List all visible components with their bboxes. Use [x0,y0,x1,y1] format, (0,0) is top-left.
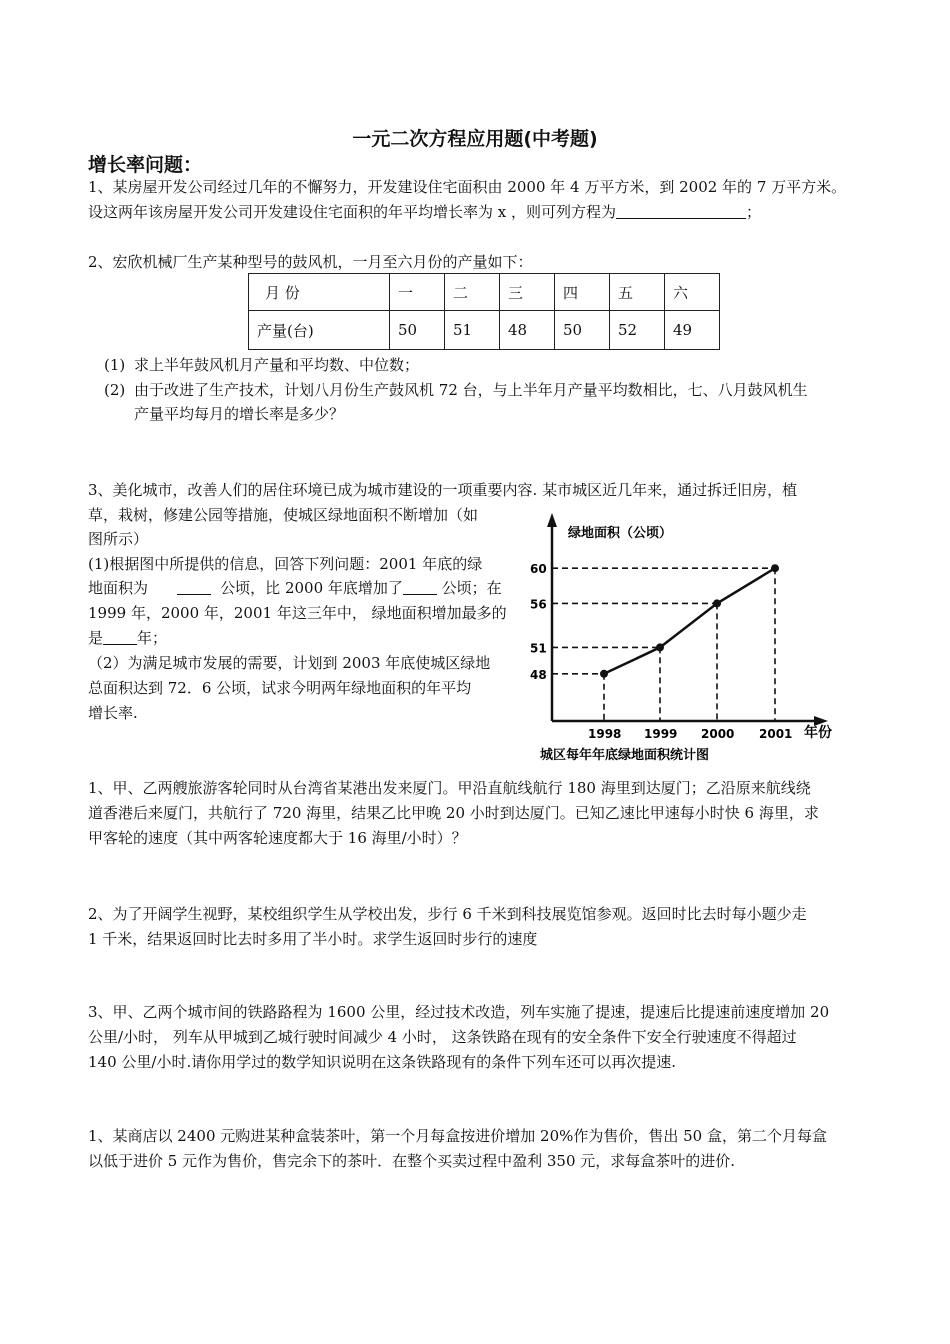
q3-line-10: 增长率. [88,704,138,722]
x-tick-label: 1999 [644,727,678,741]
q1-line-2-text: 设这两年该房屋开发公司开发建设住宅面积的年平均增长率为 x ，则可列方程为 [88,203,616,221]
q6-line-2: 公里/小时， 列车从甲城到乙城行驶时间减少 4 小时， 这条铁路在现有的安全条件下安全行驶速度不得超过 [88,1028,797,1046]
y-axis-label: 绿地面积（公顷） [568,526,673,541]
q2-sub2-line-2: 产量平均每月的增长率是多少？ [134,405,345,423]
table-month-cell: 四 [555,274,610,311]
q5-line-2: 1 千米，结果返回时比去时多用了半小时。求学生返回时步行的速度 [88,930,538,948]
q3-line-3: 图所示） [88,530,149,548]
table-month-cell: 三 [500,274,555,311]
q7-line-1: 1、某商店以 2400 元购进某种盒装茶叶，第一个月每盒按进价增加 20%作为售价，售出 50 盒，第二个月每盒 [88,1127,827,1145]
data-point [713,599,721,607]
x-tick-label: 1998 [588,727,622,741]
table-value-cell: 48 [500,311,555,350]
q4-line-3: 甲客轮的速度（其中两客轮速度都大于 16 海里/小时）？ [88,829,467,847]
x-axis-label: 年份 [804,725,832,741]
q3-line-5 [88,576,502,600]
q3-line-2: 草，栽树，修建公园等措施，使城区绿地面积不断增加（如 [88,506,479,524]
table-header-output: 产量(台) [249,311,390,350]
q5-line-1: 2、为了开阔学生视野，某校组织学生从学校出发，步行 6 千米到科技展览馆参观。返回时比去时每小题少走 [88,905,807,923]
data-point [600,670,608,678]
y-tick-label: 51 [530,641,547,656]
table-value-cell: 50 [390,311,445,350]
table-month-cell: 一 [390,274,445,311]
data-point [656,643,664,651]
q3-blank-increase[interactable] [403,578,437,595]
q3-line-4: (1)根据图中所提供的信息，回答下列问题：2001 年底的绿 [88,555,483,573]
page-title: 一元二次方程应用题(中考题) [352,128,598,150]
q2-sub1-text: 求上半年鼓风机月产量和平均数、中位数； [134,356,420,374]
table-month-cell: 六 [665,274,720,311]
y-tick-label: 56 [530,597,547,612]
q6-line-3: 140 公里/小时.请你用学过的数学知识说明在这条铁路现有的条件下列车还可以再次提速. [88,1053,676,1071]
q3-blank-year[interactable] [103,628,137,645]
y-axis-arrow [547,513,557,527]
q2-sub2-line-1: 由于改进了生产技术，计划八月份生产鼓风机 72 台，与上半年月产量平均数相比，七、八月鼓风机生 [134,381,808,399]
q3-line-7 [88,626,167,650]
q2-sub2-number: (2) [104,381,126,399]
q2-sub1-number: (1) [104,356,126,374]
table-row [249,311,720,350]
y-tick-label: 60 [530,562,547,577]
q3-line-1: 3、美化城市，改善人们的居住环境已成为城市建设的一项重要内容. 某市城区近几年来，通过拆迁旧房，植 [88,481,798,499]
q3-line-5c: 公顷；在 [441,579,502,597]
table-month-cell: 二 [445,274,500,311]
production-table [248,273,720,350]
table-row [249,274,720,311]
table-value-cell: 50 [555,311,610,350]
x-tick-label: 2000 [701,727,735,741]
q3-line-6: 1999 年，2000 年，2001 年这三年中， 绿地面积增加最多的 [88,604,507,622]
section-heading-growth-rate: 增长率问题： [88,154,203,176]
q4-line-1: 1、甲、乙两艘旅游客轮同时从台湾省某港出发来厦门。甲沿直航线航行 180 海里到达厦门；乙沿原来航线绕 [88,779,811,797]
series-line [604,568,775,674]
green-area-line-chart [520,505,850,767]
table-value-cell: 51 [445,311,500,350]
q3-line-9: 总面积达到 72．6 公顷，试求今明两年绿地面积的年平均 [88,679,472,697]
table-month-cell: 五 [610,274,665,311]
q3-line-5a: 地面积为 [88,579,149,597]
q1-line-2-end: ； [746,203,762,221]
q3-line-7b: 年； [137,629,168,647]
q1-line-2 [88,200,761,224]
chart-title: 城区每年年底绿地面积统计图 [540,748,710,763]
table-value-cell: 52 [610,311,665,350]
q6-line-1: 3、甲、乙两个城市间的铁路路程为 1600 公里，经过技术改造，列车实施了提速，提速后比提速前速度增加 20 [88,1003,830,1021]
table-header-month: 月 份 [249,274,390,311]
data-point [771,564,779,572]
x-tick-label: 2001 [759,727,793,741]
q3-line-5b: 公顷，比 2000 年底增加了 [220,579,403,597]
q3-line-8: （2）为满足城市发展的需要，计划到 2003 年底使城区绿地 [88,654,491,672]
q3-line-7a: 是 [88,629,104,647]
q3-blank-area[interactable] [177,578,211,595]
q4-line-2: 道香港后来厦门，共航行了 720 海里，结果乙比甲晚 20 小时到达厦门。已知乙速比甲速每小时快 6 海里，求 [88,804,819,822]
table-value-cell: 49 [665,311,720,350]
q1-answer-blank[interactable] [616,202,746,219]
q7-line-2: 以低于进价 5 元作为售价，售完余下的茶叶．在整个买卖过程中盈利 350 元，求每盒茶叶的进价. [88,1152,736,1170]
q2-intro: 2、宏欣机械厂生产某种型号的鼓风机，一月至六月份的产量如下： [88,253,533,271]
q1-line-1: 1、某房屋开发公司经过几年的不懈努力，开发建设住宅面积由 2000 年 4 万平方米，到 2002 年的 7 万平方米。 [88,178,847,196]
y-tick-label: 48 [530,667,547,682]
